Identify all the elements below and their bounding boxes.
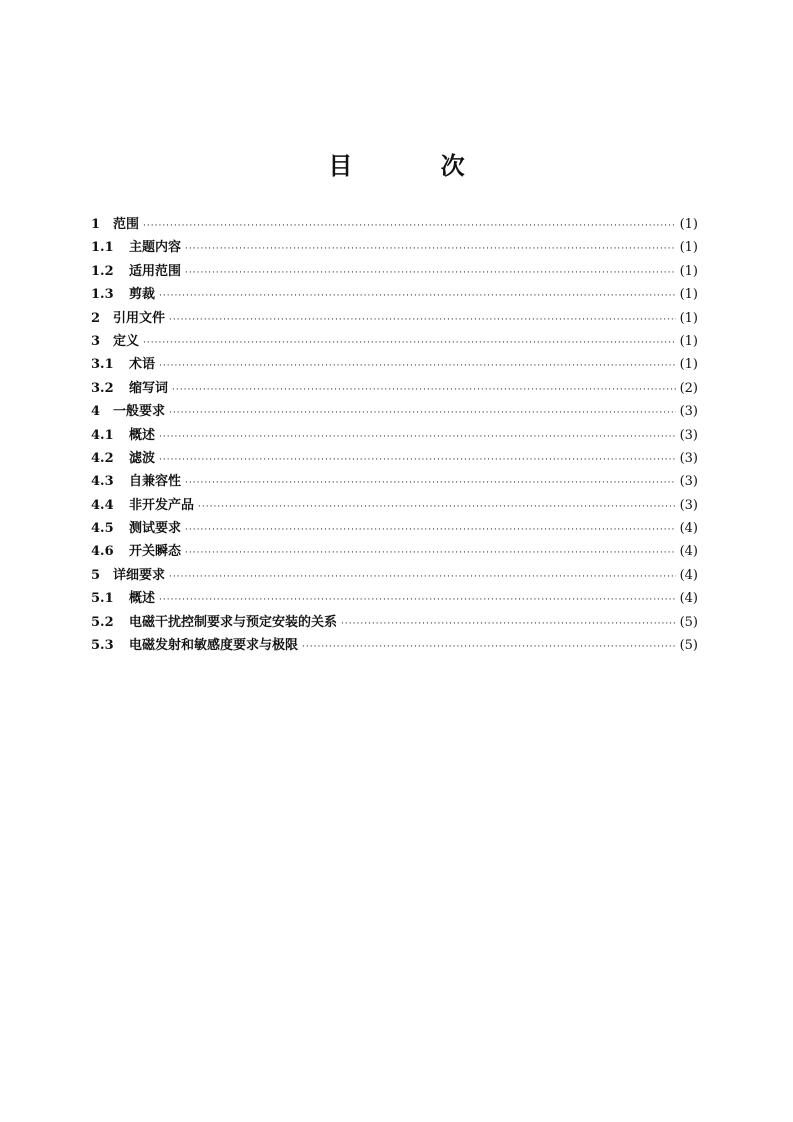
toc-dot-leader: [198, 502, 676, 512]
toc-entry-title: 非开发产品: [129, 497, 195, 513]
toc-entry-title: 电磁干扰控制要求与预定安装的关系: [129, 614, 338, 630]
toc-entry-title: 引用文件: [113, 310, 166, 326]
toc-dot-leader: [159, 361, 676, 371]
toc-entry-page: (1): [679, 217, 698, 232]
toc-entry[interactable]: [91, 447, 698, 470]
toc-entry-number: 4.6: [91, 544, 114, 560]
toc-entry-page: (1): [679, 357, 698, 373]
toc-entry[interactable]: [91, 330, 698, 353]
toc-entry-title: 范围: [113, 217, 140, 232]
toc-entry-title: 主题内容: [129, 240, 182, 256]
toc-dot-leader: [185, 548, 676, 558]
toc-entry[interactable]: [91, 587, 698, 610]
toc-entry-number: 1.1: [91, 240, 114, 256]
toc-dot-leader: [159, 595, 676, 605]
toc-dot-leader: [159, 455, 676, 465]
toc-entry-page: (3): [679, 450, 698, 466]
toc-entry-page: (1): [679, 333, 698, 349]
toc-entry[interactable]: [91, 307, 698, 330]
toc-entry-title: 概述: [129, 427, 156, 443]
toc-entry-page: (4): [679, 544, 698, 560]
toc-dot-leader: [143, 338, 676, 348]
toc-dot-leader: [143, 221, 676, 231]
toc-entry[interactable]: [91, 424, 698, 447]
toc-entry-number: 4: [91, 404, 101, 420]
page-title: 目 次: [328, 152, 505, 180]
toc-entry-number: 5.1: [91, 591, 114, 607]
toc-entry-title: 概述: [129, 591, 156, 607]
toc-dot-leader: [302, 642, 676, 652]
toc-entry[interactable]: [91, 400, 698, 423]
toc-entry[interactable]: [91, 377, 698, 400]
toc-entry[interactable]: [91, 611, 698, 634]
table-of-contents: [91, 213, 698, 657]
toc-dot-leader: [159, 432, 676, 442]
toc-dot-leader: [169, 315, 676, 325]
toc-entry-page: (5): [679, 638, 698, 654]
toc-entry-number: 2: [91, 310, 101, 326]
toc-entry-number: 3.1: [91, 357, 114, 373]
toc-entry-page: (4): [679, 521, 698, 537]
toc-entry-page: (3): [679, 497, 698, 513]
toc-entry-title: 滤波: [129, 450, 156, 466]
toc-dot-leader: [185, 244, 676, 254]
toc-entry-title: 缩写词: [129, 380, 169, 396]
toc-entry-page: (5): [679, 614, 698, 630]
toc-entry-page: (3): [679, 404, 698, 420]
toc-dot-leader: [169, 572, 676, 582]
toc-entry-number: 4.5: [91, 521, 114, 537]
toc-entry-number: 3: [91, 333, 101, 349]
toc-entry-number: 1.3: [91, 287, 114, 303]
toc-entry-number: 1.2: [91, 263, 114, 279]
toc-entry-page: (1): [679, 240, 698, 256]
toc-entry-page: (2): [679, 380, 698, 396]
toc-entry-title: 电磁发射和敏感度要求与极限: [129, 638, 299, 654]
toc-dot-leader: [172, 385, 676, 395]
toc-entry-page: (1): [679, 310, 698, 326]
toc-entry-title: 自兼容性: [129, 474, 182, 490]
toc-entry[interactable]: [91, 283, 698, 306]
toc-dot-leader: [185, 525, 676, 535]
toc-entry[interactable]: [91, 260, 698, 283]
toc-dot-leader: [185, 478, 676, 488]
toc-entry-title: 开关瞬态: [129, 544, 182, 560]
toc-entry-title: 详细要求: [113, 567, 166, 583]
toc-entry-number: 1: [91, 217, 101, 232]
toc-entry-title: 定义: [113, 333, 140, 349]
toc-entry[interactable]: [91, 517, 698, 540]
toc-entry-page: (4): [679, 591, 698, 607]
toc-entry-title: 一般要求: [113, 404, 166, 420]
toc-entry[interactable]: [91, 564, 698, 587]
toc-entry[interactable]: [91, 634, 698, 657]
toc-entry-page: (1): [679, 263, 698, 279]
toc-entry-title: 剪裁: [129, 287, 156, 303]
toc-entry-number: 4.4: [91, 497, 114, 513]
toc-entry-number: 3.2: [91, 380, 114, 396]
toc-entry-page: (4): [679, 567, 698, 583]
toc-entry-title: 测试要求: [129, 521, 182, 537]
toc-entry-title: 适用范围: [129, 263, 182, 279]
toc-entry-page: (3): [679, 427, 698, 443]
toc-entry-number: 4.3: [91, 474, 114, 490]
toc-entry[interactable]: [91, 213, 698, 236]
toc-entry[interactable]: [91, 353, 698, 376]
toc-entry-page: (1): [679, 287, 698, 303]
toc-entry-number: 4.2: [91, 450, 114, 466]
toc-dot-leader: [159, 291, 676, 301]
toc-entry-title: 术语: [129, 357, 156, 373]
toc-entry[interactable]: [91, 470, 698, 493]
toc-entry-number: 5.3: [91, 638, 114, 654]
toc-entry-page: (3): [679, 474, 698, 490]
toc-entry[interactable]: [91, 236, 698, 259]
toc-entry-number: 5.2: [91, 614, 114, 630]
toc-dot-leader: [341, 619, 676, 629]
toc-dot-leader: [185, 268, 676, 278]
toc-entry[interactable]: [91, 494, 698, 517]
toc-entry[interactable]: [91, 540, 698, 563]
toc-entry-number: 5: [91, 567, 101, 583]
toc-dot-leader: [169, 408, 676, 418]
toc-entry-number: 4.1: [91, 427, 114, 443]
